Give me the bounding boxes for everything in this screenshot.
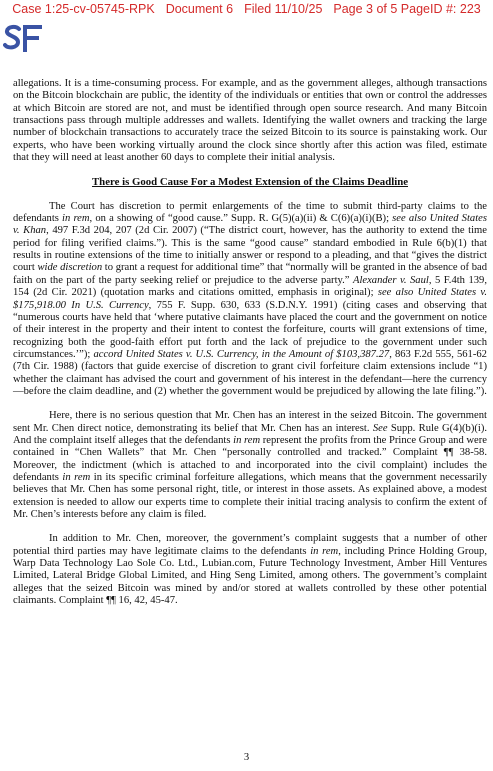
document-number: Document 6 — [165, 2, 234, 16]
section-heading: There is Good Cause For a Modest Extension of the Claims Deadline — [91, 176, 408, 189]
paragraph-good-cause-standard: The Court has discretion to permit enlargements of the time to submit third-party claims to the defendants in rem, on a showing of “good cause.” Supp. R. G(5)(a)(ii) & C(6)(a)(i)(B); see also United States v. Khan, 497 F.3d 204, 207 (2d Cir. 2007) (“The district court, however, has the authority to extend the time period for filing verified claims.”). This is the same “good cause” standard embodied in Rule 6(b)(1) that results in routine extensions of the time to initially answer or respond to a pleading, and that “gives the district court wide discretion to grant a request for additional time” that “normally will be granted in the absence of bad faith on the part of the party seeking relief or prejudice to the adverse party.” Alexander v. Saul, 5 F.4th 139, 154 (2d Cir. 2021) (quotation marks and citations omitted, emphasis in original); see also United States v. $175,918.00 In U.S. Currency, 755 F. Supp. 630, 633 (S.D.N.Y. 1991) (citing cases and observing that “numerous courts have held that ‘where putative claimants have placed the court and the government on notice of their interest in the property and their intent to contest the forfeiture, courts will grant extensions of time, recognizing both the good-faith effort put forth and the lack of prejudice to the government under such circumstances.’”); accord United States v. U.S. Currency, in the Amount of $103,387.27, 863 F.2d 555, 561-62 (7th Cir. 1988) (factors that guide exercise of discretion to grant civil forfeiture claim extensions include “1) whether the claimant has advised the court and government of his interest in the defendant—here the currency—before the claim deadline, and (2) whether the government would be prejudiced by allowing the late filing.”). — [13, 200, 488, 397]
paragraph-other-claimants: In addition to Mr. Chen, moreover, the government’s complaint suggests that a number of other potential third parties may have legitimate claims to the defendants in rem, including Prince Holding Group, Warp Data Technology Lao Sole Co. Ltd., Lubian.com, Future Technology Investment, Amber Hill Ventures Limited, Lateral Bridge Global Limited, and Hing Seng Limited, among others. The government’s complaint alleges that the seized Bitcoin was mined by and/or stored at wallets controlled by these other potential claimants. Complaint ¶¶ 16, 42, 45-47. — [13, 533, 487, 607]
page-number: 3 — [243, 752, 250, 763]
case-number: Case 1:25-cv-05745-RPK — [12, 2, 155, 16]
sf-logo-icon — [3, 23, 43, 53]
page-id: Page 3 of 5 PageID #: 223 — [333, 2, 481, 16]
paragraph-continuation: allegations. It is a time-consuming process. For example, and as the government alleges, although transactions on the Bitcoin blockchain are public, the identity of the individuals or entities that own or control the addresses at which Bitcoin are stored are not, and must be identified through open source research. And many Bitcoin transactions pass through multiple addresses and wallets. Identifying the wallet owners and tracking the large number of blockchain transactions to accurately trace the seized Bitcoin to its source is painstaking work. Our experts, who have been working virtually around the clock since shortly after this action was filed, estimate that they will need at least another 60 days to complete their initial analysis. — [13, 78, 487, 164]
document-body — [13, 78, 487, 619]
filed-date: Filed 11/10/25 — [244, 2, 323, 16]
paragraph-chen-interest: Here, there is no serious question that Mr. Chen has an interest in the seized Bitcoin. The government sent Mr. Chen direct notice, demonstrating its belief that Mr. Chen has an interest. See Supp. Rule G(4)(b)(i). And the complaint itself alleges that the defendants in rem represent the profits from the Prince Group and were contained in “Chen Wallets” that Mr. Chen “personally controlled and tracked.” Complaint ¶¶ 38-58. Moreover, the indictment (which is attached to and incorporated into the civil complaint) includes the defendants in rem in its specific criminal forfeiture allegations, which means that the government necessarily believes that Mr. Chen has some personal right, title, or interest in those assets. As explained above, a modest extension is needed to allow our experts time to complete their initial tracing analysis to confirm the extent of Mr. Chen’s interests before any claim is filed. — [13, 410, 488, 520]
document-header — [0, 0, 493, 18]
